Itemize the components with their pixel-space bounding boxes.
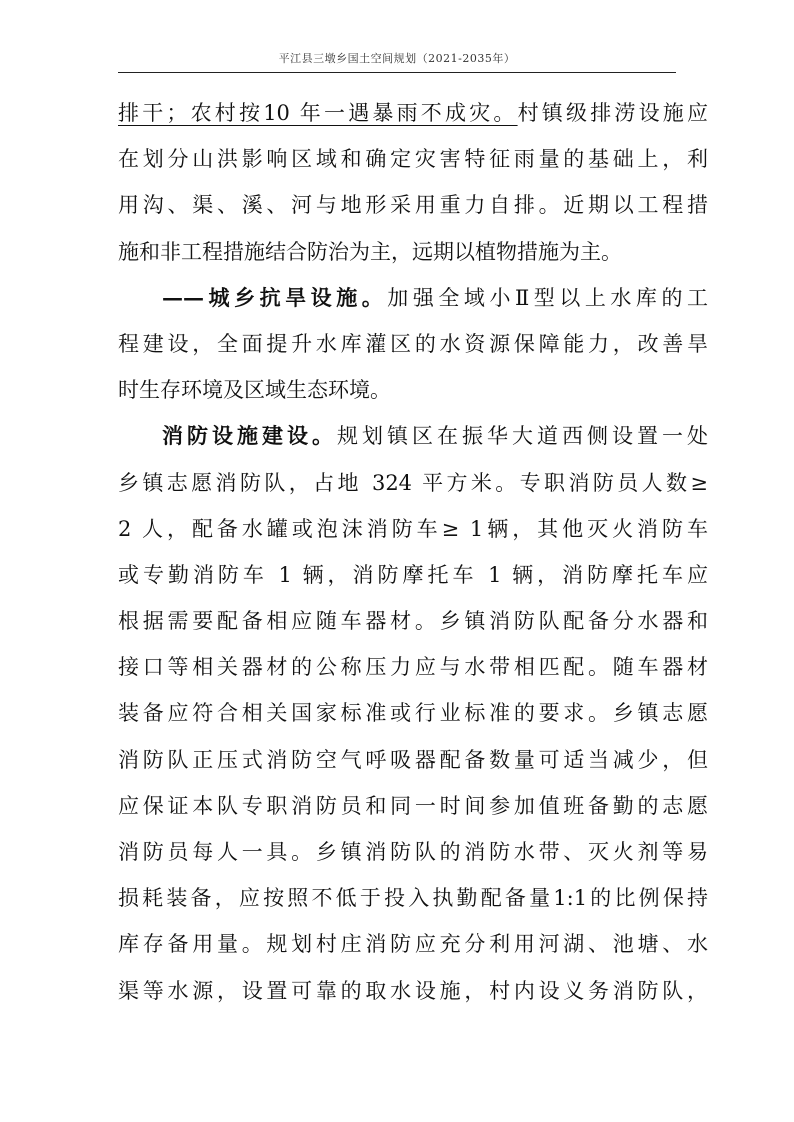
paragraph-fire-facilities xyxy=(118,413,708,1013)
section-heading: 消防设施建设。 xyxy=(162,423,337,449)
text-line: 或专勤消防车 1 辆，消防摩托车 1 辆，消防摩托车应 xyxy=(118,562,708,587)
text-line: 在划分山洪影响区域和确定灾害特征雨量的基础上，利 xyxy=(118,147,708,172)
text-line: 程建设，全面提升水库灌区的水资源保障能力，改善旱 xyxy=(118,331,708,356)
underlined-phrase: 排干；农村按10 年一遇暴雨不成灾。 xyxy=(118,101,518,125)
text-line: 时生存环境及区域生态环境。 xyxy=(118,378,391,403)
text-line: 消防员每人一具。乡镇消防队的消防水带、灭火剂等易 xyxy=(118,840,708,864)
text-line: 装备应符合相关国家标准或行业标准的要求。乡镇志愿 xyxy=(118,701,708,726)
text-line xyxy=(118,90,708,136)
section-heading: ——城乡抗旱设施。 xyxy=(162,284,388,310)
document-body xyxy=(118,90,708,1014)
text-line: 接口等相关器材的公称压力应与水带相匹配。随车器材 xyxy=(118,655,708,680)
text-line: 损耗装备，应按照不低于投入执勤配备量1:1的比例保持 xyxy=(118,886,708,911)
text-line xyxy=(118,275,708,321)
text-line: 库存备用量。规划村庄消防应充分利用河湖、池塘、水 xyxy=(118,932,708,957)
text-line: 应保证本队专职消防员和同一时间参加值班备勤的志愿 xyxy=(118,793,708,818)
text-line: 用沟、渠、溪、河与地形采用重力自排。近期以工程措 xyxy=(118,193,708,218)
text-line: 2 人，配备水罐或泡沫消防车≥ 1辆，其他灭火消防车 xyxy=(118,516,708,541)
line-text: 村镇级排涝设施应 xyxy=(517,101,708,125)
page-header: 平江县三墩乡国土空间规划（2021-2035年） xyxy=(278,52,516,65)
text-line: 消防队正压式消防空气呼吸器配备数量可适当减少，但 xyxy=(118,747,708,772)
text-line: 渠等水源，设置可靠的取水设施，村内设义务消防队， xyxy=(118,978,708,1003)
text-line: 施和非工程措施结合防治为主，远期以植物措施为主。 xyxy=(118,239,622,264)
text-line xyxy=(118,413,708,459)
paragraph-drought-facilities xyxy=(118,275,708,414)
line-text: 加强全域小Ⅱ型以上水库的工 xyxy=(387,285,708,310)
header-divider xyxy=(118,72,676,73)
paragraph-drainage xyxy=(118,90,708,275)
text-line: 根据需要配备相应随车器材。乡镇消防队配备分水器和 xyxy=(118,609,708,634)
text-line: 乡镇志愿消防队，占地 324 平方米。专职消防员人数≥ xyxy=(118,470,708,495)
line-text: 规划镇区在振华大道西侧设置一处 xyxy=(337,424,708,449)
